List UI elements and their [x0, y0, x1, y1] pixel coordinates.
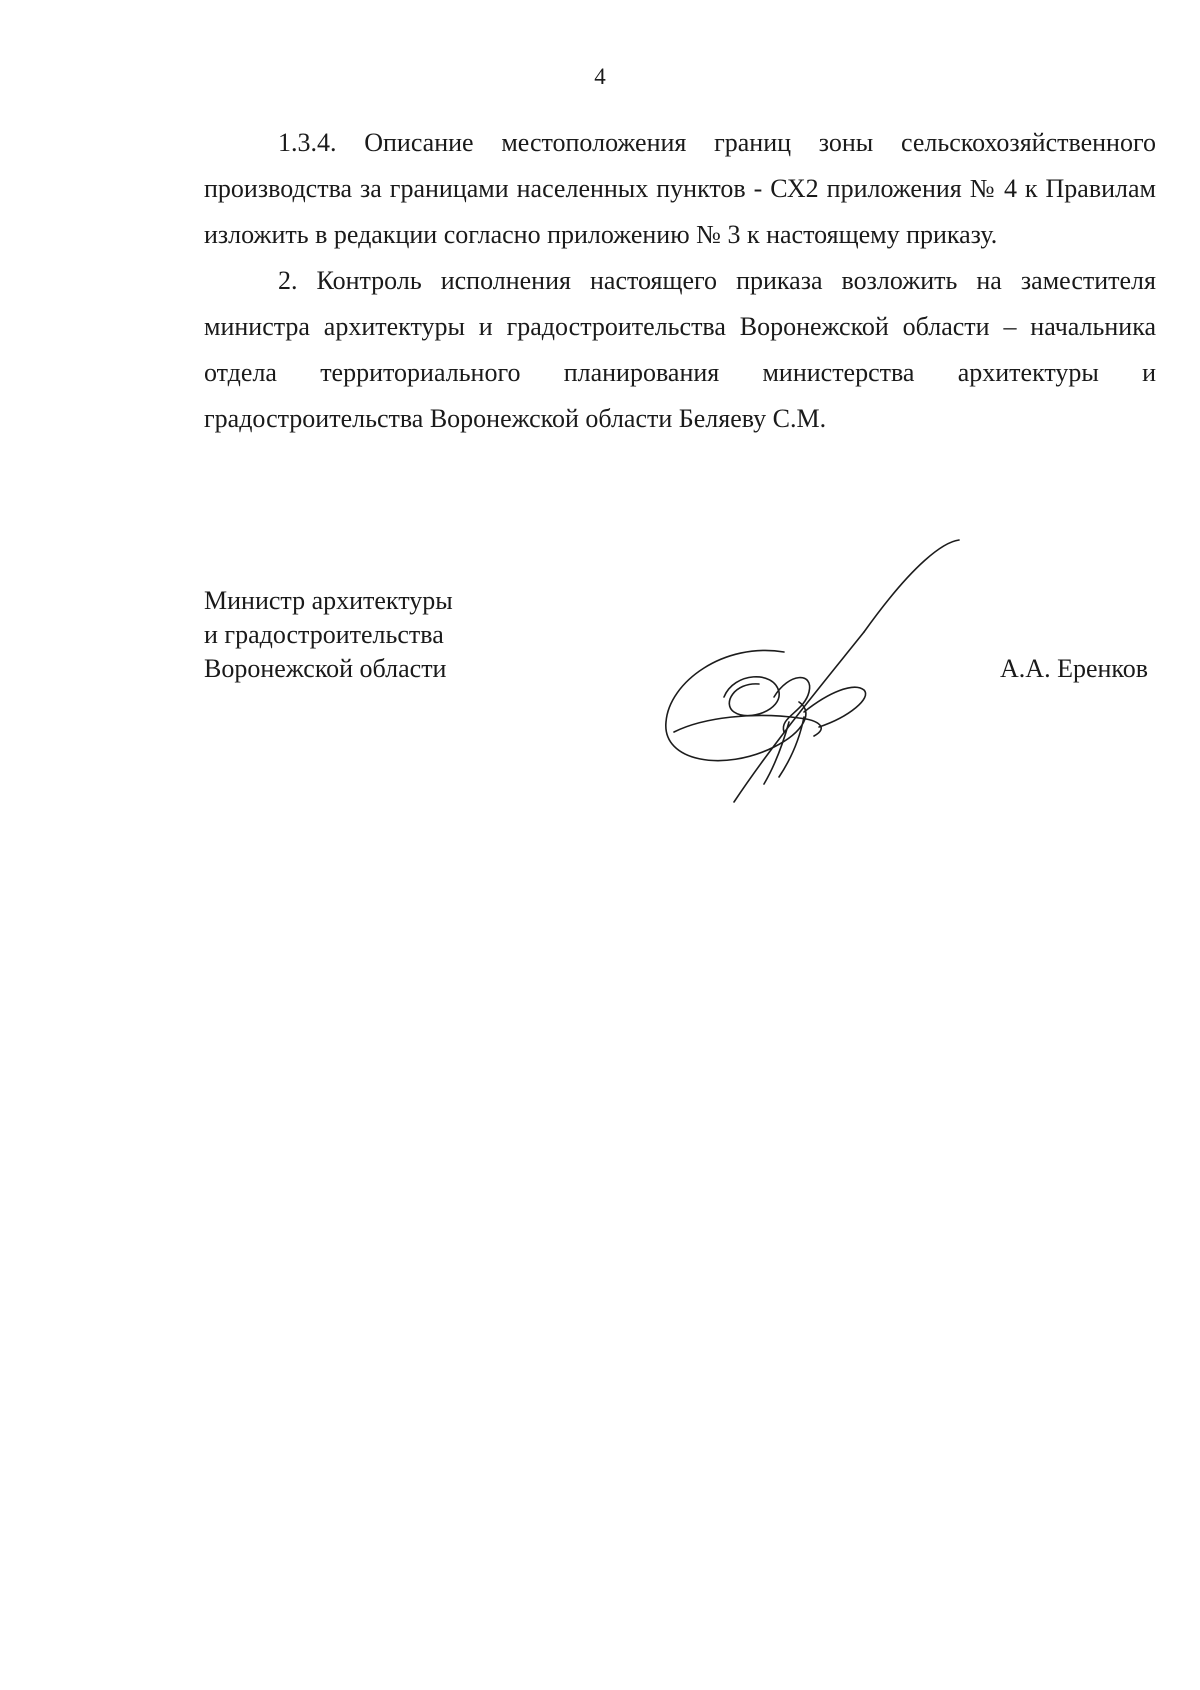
paragraph-1-3-4: 1.3.4. Описание местоположения границ зоны сельскохозяйственного производства за границами населенных пунктов - СХ2 приложения № 4 к Правилам изложить в редакции согласно приложению № 3 к настоящему приказу. [204, 128, 1156, 249]
document-body [204, 120, 1156, 442]
signatory-name: А.А. Еренков [1000, 654, 1148, 683]
signatory-position-line: и градостроительства [204, 620, 444, 649]
signature-block [204, 584, 1156, 764]
paragraph-2-control: 2. Контроль исполнения настоящего приказа возложить на заместителя министра архитектуры и градостроительства Воронежской области – начальника отдела территориального планирования министерства архитектуры и градостроительства Воронежской области Беляеву С.М. [204, 266, 1156, 433]
signatory-position [204, 584, 453, 686]
signatory-position-line: Воронежской области [204, 654, 447, 683]
signatory-position-line: Министр архитектуры [204, 586, 453, 615]
page-number: 4 [594, 64, 606, 89]
handwritten-signature [614, 522, 974, 812]
